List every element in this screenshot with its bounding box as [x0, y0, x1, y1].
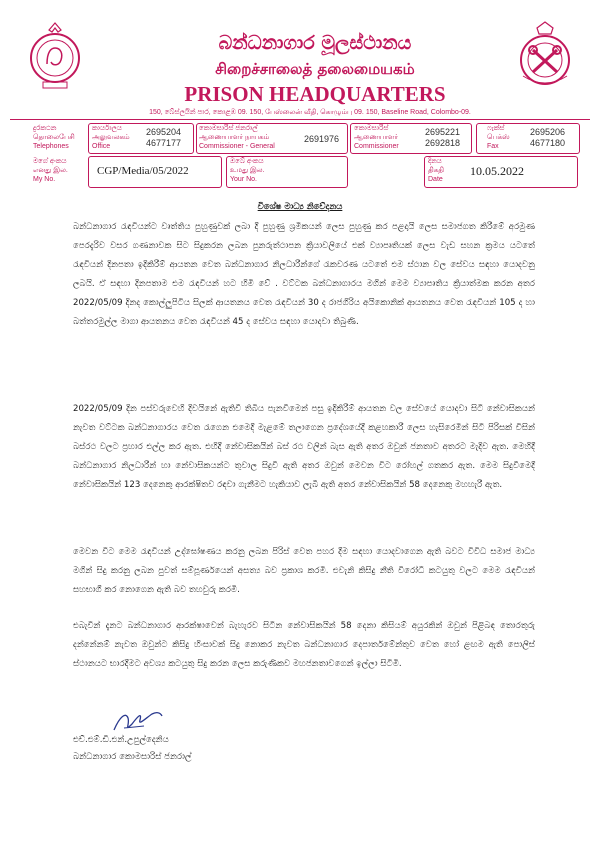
prison-department-emblem-icon: [515, 20, 575, 92]
title-english: PRISON HEADQUARTERS: [184, 82, 446, 106]
address: 150, බේස්ලයින් පාර, කොළඹ 09. 150, பேஸ்லைன் வீதி, கொழும்பு 09. 150, Baseline Road, Colombo-09.: [149, 109, 471, 116]
handwritten-signature-icon: [110, 706, 165, 736]
fax-number-1: 2695206: [530, 127, 566, 137]
fax-number-2: 4677180: [530, 138, 566, 148]
body-paragraph-3: මෙවන විට මෙම රැඳවියන් උද්ඝෝෂණය කරනු ලබන පිරිස් වෙත පහර දීම සඳහා යොදවාගෙන ඇති බවට විවිධ සමාජ මාධ්‍ය මගින් සිදු කරනු ලබන පුවත් සම්පූර්ණයෙන් අසත්‍ය බව ප්‍රකාශ කරමි. එවැනි කිසිදු නීති විරෝධී කටයුතු වලට මෙම රැඳවියන් සහභාගී කර නොගෙන ඇති බව තහවුරු කරමි.: [73, 547, 535, 595]
title-sinhala: බන්ධනාගාර මූලස්ථානය: [218, 32, 412, 54]
signatory-name: එච්.එම්.ඩී.එන්.උපුල්දෙනිය: [73, 735, 169, 745]
cg-number: 2691976: [304, 134, 340, 144]
my-no-label: මගේ අංකය எனது இல. My No.: [33, 158, 68, 183]
office-number-1: 2695204: [146, 127, 182, 137]
fax-label: ෆැක්ස් பெக்ஸ் Fax: [487, 125, 510, 150]
body-paragraph-4: එබැවින් දැනට බන්ධනාගාර ආරක්ෂාවෙන් බැහැරව සිටින නේවාසිකයින් 58 දෙනා කිසියම් අයුරකින් ඔවුන් පිළිබඳ තොරතුරු දන්නේනම් නැවත ඔවුන්ට කිසිදු හිංසාවක් සිදු නොකර නැවත බන්ධනාගාර දෙපාර්තමේන්තුව වෙත හෝ ළඟම ඇති පොලිස් ස්ථානයට භාරදීමට අවශ්‍ය කටයුතු සිදු කරන ලෙස කරුණිකව මහජනතාවගෙන් ඉල්ලා සිටිමි.: [73, 621, 535, 669]
header-divider: [10, 119, 590, 120]
title-tamil: சிறைச்சாலைத் தலைமையகம்: [215, 60, 415, 78]
notice-heading: විශේෂ මාධ්‍ය නිවේදනය: [257, 202, 343, 212]
office-number-2: 4677177: [146, 138, 182, 148]
commissioner-number-2: 2692818: [425, 138, 461, 148]
commissioner-label: කොමසාරිස් ஆணையாளர் Commissioner: [354, 125, 399, 150]
telephones-label: දුරකථන தொலைபேசி Telephones: [33, 125, 75, 150]
my-no-value: CGP/Media/05/2022: [97, 165, 189, 177]
signatory-title: බන්ධනාගාර කොමසාරිස් ජනරාල්: [73, 752, 192, 762]
your-no-label: ඔබේ අංකය உமது இல. Your No.: [230, 158, 265, 183]
body-paragraph-2: 2022/05/09 දින පස්වරුවෙහි දිවයිනේ ඇතිවී තිබිය පැනවීමෙන් පසු ඉදිකිරීම් ආයතන වල සේවයේ යොදවා සිටි නේවාසිකයන් නැවත වට්ටක බන්ධනාගාරය වෙත රැගෙන එමෙදී මැළමේ තලාගෙන ප්‍රදේශයේදී කළහකාරී ලෙස හැසිරෙමින් සිටි පිරිසක් විසින් බස්රථ වලට ප්‍රහාර එල්ල කර ඇත. එහිදී නේවාසිකයින් බස් රථ වලින් බැස ඇති අතර ඔවුන් ජනතාව අතරට මැදිව ඇත. මෙහිදී බන්ධනාගාර නිලධාරීන් හා නේවාසිකයන්ට තුවාල සිදුවී ඇති අතර ඔවුන් මෙවන විට රෝහල් ගතකර ඇත. මෙම සිදුවීමෙදී නේවාසිකයින් 123 දෙනෙකු ආරක්ෂිතව රඳවා ගැනීමට හැකියාව ලැබී ඇති අතර නේවාසිකයින් 58 දෙනෙකු මහහැරී ඇත.: [73, 404, 535, 490]
office-label: කාර්යාලය அலுவலகம் Office: [92, 125, 130, 150]
cg-label: කොමසාරිස් ජනරාල් ஆணையாளர் நாயகம் Commissioner - General: [199, 125, 275, 150]
date-value: 10.05.2022: [470, 164, 524, 178]
date-label: දිනය திகதி Date: [428, 158, 444, 183]
body-paragraph-1: බන්ධනාගාර රැඳවියන්ට වෘත්තිය පුහුණුවක් ලබා දී පුහුණු ශ්‍රමිකයන් ලෙස පුහුණු කර පළදායි ලෙස සමාජගත කිරීමේ අරමුණ පෙරදැරිව වසර ගණනාවක සිට සිදුකරන ලබන පුනරුත්ථාපන ක්‍රියාවලියේ එක් ව්‍යාපෘතියක් ලෙස වැඩ සහන ක්‍රමය යටතේ රැඳවියන් දිනපතා ඉදිකිරීම් ආයතන වෙත බන්ධනාගාර නිලධාරීන්ගේ රැකවරණ යටතේ එම ස්ථාන වල සේවය සඳහා යොදවනු ලබයි. ඒ සඳහා දිනපතාම එම රැඳවියන් හට හිමි වේ . වට්ටක බන්ධනාගාරය මගින් මෙම ව්‍යාපෘතිය ක්‍රියාත්මක කරන අතර 2022/05/09 දිනද කොල්ලුපිටිය සිලක් ආයතනය වෙත රැඳවියන් 30 ද රාජගිරිය අයිකොනික් ආයතනය වෙත රැඳවියන් 105 ද හා බත්තරමුල්ල මාගා ආයතනය වෙත රැඳවියන් 45 ද සේවය සඳහා යොදවා තිබුණි.: [73, 222, 535, 327]
sri-lanka-emblem-icon: [25, 20, 85, 92]
commissioner-number-1: 2695221: [425, 127, 461, 137]
